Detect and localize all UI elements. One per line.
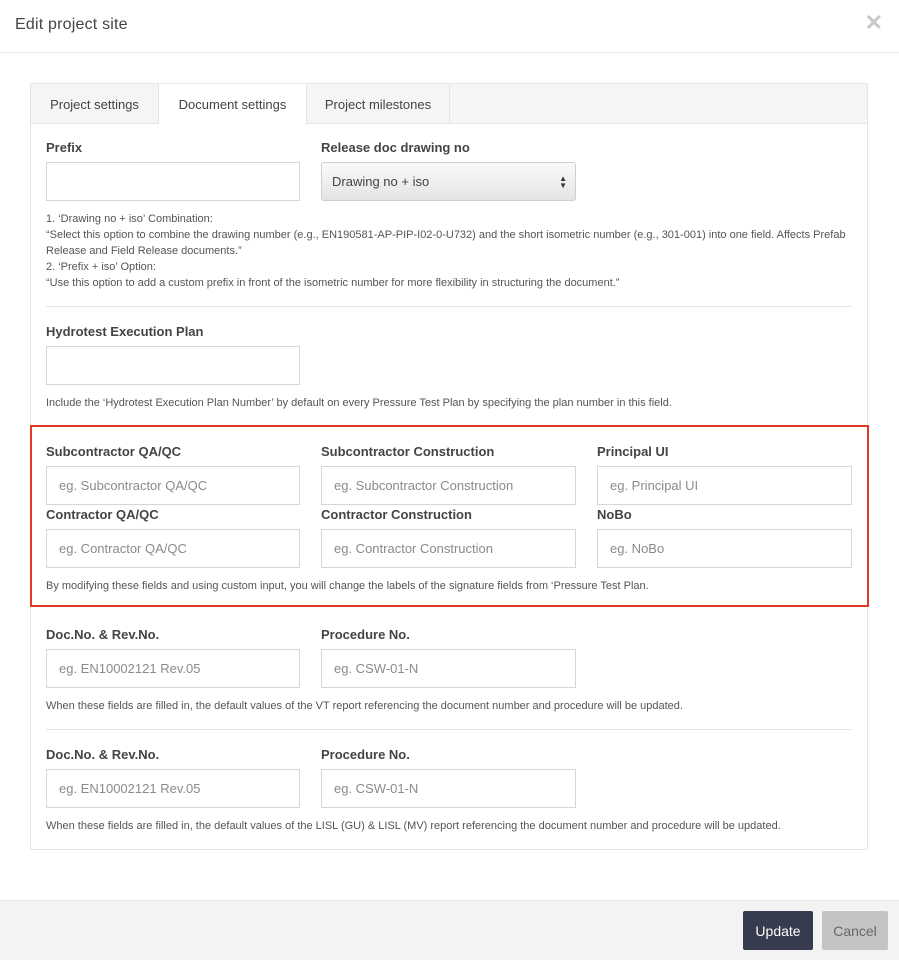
close-icon[interactable]: ✕ — [864, 10, 883, 35]
help-line: 1. ‘Drawing no + iso’ Combination: — [46, 213, 213, 225]
prefix-label: Prefix — [46, 140, 83, 155]
vt-doc-rev-label: Doc.No. & Rev.No. — [46, 627, 160, 642]
release-doc-selected-value: Drawing no + iso — [332, 174, 430, 189]
hydrotest-label: Hydrotest Execution Plan — [46, 324, 204, 339]
release-doc-select[interactable] — [321, 162, 576, 201]
vt-report-help: When these fields are filled in, the default values of the VT report referencing the document number and procedure will be updated. — [46, 700, 683, 712]
subcontractor-construction-label: Subcontractor Construction — [321, 444, 495, 459]
principal-ui-label: Principal UI — [597, 444, 669, 459]
subcontractor-qaqc-input[interactable] — [46, 466, 300, 505]
vt-procedure-label: Procedure No. — [321, 627, 410, 642]
contractor-construction-input[interactable] — [321, 529, 576, 568]
contractor-qaqc-input[interactable] — [46, 529, 300, 568]
release-doc-label: Release doc drawing no — [321, 140, 470, 155]
hydrotest-help: Include the ‘Hydrotest Execution Plan Number’ by default on every Pressure Test Plan by specifying the plan number in this field. — [46, 397, 672, 409]
vt-procedure-input[interactable] — [321, 649, 576, 688]
lisl-doc-rev-input[interactable] — [46, 769, 300, 808]
tab-project-settings[interactable]: Project settings — [31, 84, 159, 124]
signatures-help: By modifying these fields and using custom input, you will change the labels of the signature fields from ‘Pressure Test Plan. — [46, 580, 649, 592]
prefix-input[interactable] — [46, 162, 300, 201]
cancel-button[interactable]: Cancel — [822, 911, 888, 950]
help-line: “Select this option to combine the drawing number (e.g., EN190581-AP-PIP-I02-0-U732) and the short isometric number (e.g., 301-001) into one field. Affects Prefab Release and Field Release documents.” — [46, 229, 846, 257]
tab-project-milestones[interactable]: Project milestones — [307, 84, 450, 124]
help-line: “Use this option to add a custom prefix in front of the isometric number for more flexibility in structuring the document.” — [46, 277, 620, 289]
lisl-doc-rev-label: Doc.No. & Rev.No. — [46, 747, 160, 762]
contractor-construction-label: Contractor Construction — [321, 507, 472, 522]
subcontractor-qaqc-label: Subcontractor QA/QC — [46, 444, 182, 459]
modal-title: Edit project site — [15, 16, 128, 33]
divider — [46, 306, 852, 307]
lisl-report-help: When these fields are filled in, the default values of the LISL (GU) & LISL (MV) report referencing the document number and procedure will be updated. — [46, 820, 781, 832]
lisl-procedure-input[interactable] — [321, 769, 576, 808]
lisl-procedure-label: Procedure No. — [321, 747, 410, 762]
update-button[interactable]: Update — [743, 911, 813, 950]
divider — [46, 729, 852, 730]
help-line: 2. ‘Prefix + iso’ Option: — [46, 261, 156, 273]
modal-header — [0, 0, 899, 53]
tab-document-settings[interactable]: Document settings — [159, 84, 307, 125]
release-doc-help — [46, 211, 852, 291]
tab-bar — [31, 84, 867, 124]
subcontractor-construction-input[interactable] — [321, 466, 576, 505]
principal-ui-input[interactable] — [597, 466, 852, 505]
nobo-label: NoBo — [597, 507, 632, 522]
vt-doc-rev-input[interactable] — [46, 649, 300, 688]
contractor-qaqc-label: Contractor QA/QC — [46, 507, 159, 522]
hydrotest-input[interactable] — [46, 346, 300, 385]
select-arrows-icon: ▲ ▼ — [559, 174, 567, 190]
nobo-input[interactable] — [597, 529, 852, 568]
